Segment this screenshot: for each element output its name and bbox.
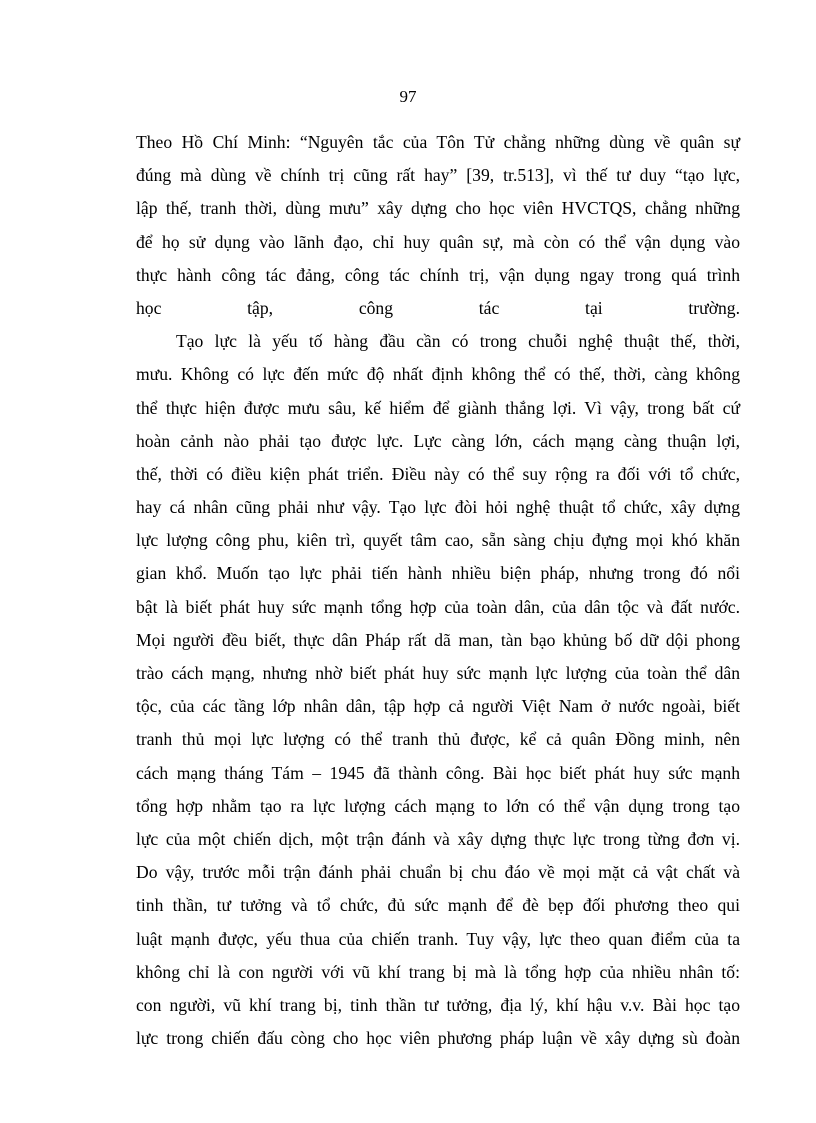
text-line: trào cách mạng, nhưng nhờ biết phát huy sức mạnh lực lượng của toàn thể dân [136,663,740,683]
text-line: tộc, của các tầng lớp nhân dân, tập hợp cả người Việt Nam ở nước ngoài, biết [136,696,740,717]
text-line: luật mạnh được, yếu thua của chiến tranh. Tuy vậy, lực theo quan điểm của ta [136,928,740,949]
text-line: tinh thần, tư tưởng và tổ chức, đủ sức mạnh để đè bẹp đối phương theo qui [136,895,740,916]
text-line: con người, vũ khí trang bị, tinh thần tư tưởng, địa lý, khí hậu v.v. Bài học tạo [136,994,740,1015]
text-line: để họ sử dụng vào lãnh đạo, chỉ huy quân sự, mà còn có thể vận dụng vào [136,231,740,252]
text-line: hay cá nhân cũng phải như vậy. Tạo lực đòi hỏi nghệ thuật tổ chức, xây dựng [136,497,740,518]
text-line: thực hành công tác đảng, công tác chính trị, vận dụng ngay trong quá trình [136,264,740,285]
text-line: Do vậy, trước mỗi trận đánh phải chuẩn bị chu đáo về mọi mặt cả vật chất và [136,862,740,883]
text-line: gian khổ. Muốn tạo lực phải tiến hành nhiều biện pháp, nhưng trong đó nổi [136,563,740,584]
text-line: tranh thủ mọi lực lượng có thể tranh thủ được, kể cả quân Đồng minh, nên [136,729,740,750]
text-line: Tạo lực là yếu tố hàng đầu cần có trong chuỗi nghệ thuật thế, thời, [176,331,740,352]
body-text [136,126,740,1055]
text-line: cách mạng tháng Tám – 1945 đã thành công. Bài học biết phát huy sức mạnh [136,762,740,783]
page-number: 97 [399,87,417,106]
text-line: bật là biết phát huy sức mạnh tổng hợp của toàn dân, của dân tộc và đất nước. [136,596,740,617]
text-line: mưu. Không có lực đến mức độ nhất định không thể có thế, thời, càng không [136,364,740,385]
text-line: thế, thời có điều kiện phát triển. Điều này có thể suy rộng ra đối với tổ chức, [136,463,740,484]
text-line: lực trong chiến đấu còng cho học viên phương pháp luận về xây dựng sù đoàn [136,1028,740,1049]
paragraph-2 [136,325,740,1055]
text-line: hoàn cảnh nào phải tạo được lực. Lực càng lớn, cách mạng càng thuận lợi, [136,430,740,451]
text-line: Mọi người đều biết, thực dân Pháp rất dã man, tàn bạo khủng bố dữ dội phong [136,629,740,650]
text-line: thể thực hiện được mưu sâu, kế hiểm để giành thắng lợi. Vì vậy, trong bất cứ [136,397,740,418]
text-line: không chỉ là con người với vũ khí trang bị mà là tổng hợp của nhiều nhân tố: [136,961,740,982]
text-line: học tập, công tác tại trường. [136,297,740,318]
text-line: lập thế, tranh thời, dùng mưu” xây dựng cho học viên HVCTQS, chẳng những [136,198,740,219]
text-line: lực lượng công phu, kiên trì, quyết tâm cao, sẵn sàng chịu đựng mọi khó khăn [136,530,740,551]
text-line: lực của một chiến dịch, một trận đánh và xây dựng thực lực trong từng đơn vị. [136,828,740,849]
text-line: tổng hợp nhằm tạo ra lực lượng cách mạng to lớn có thể vận dụng trong tạo [136,795,740,816]
text-line: Theo Hồ Chí Minh: “Nguyên tắc của Tôn Tử chẳng những dùng về quân sự [136,132,740,152]
text-line: đúng mà dùng về chính trị cũng rất hay” [39, tr.513], vì thế tư duy “tạo lực, [136,165,740,186]
paragraph-1 [136,126,740,325]
